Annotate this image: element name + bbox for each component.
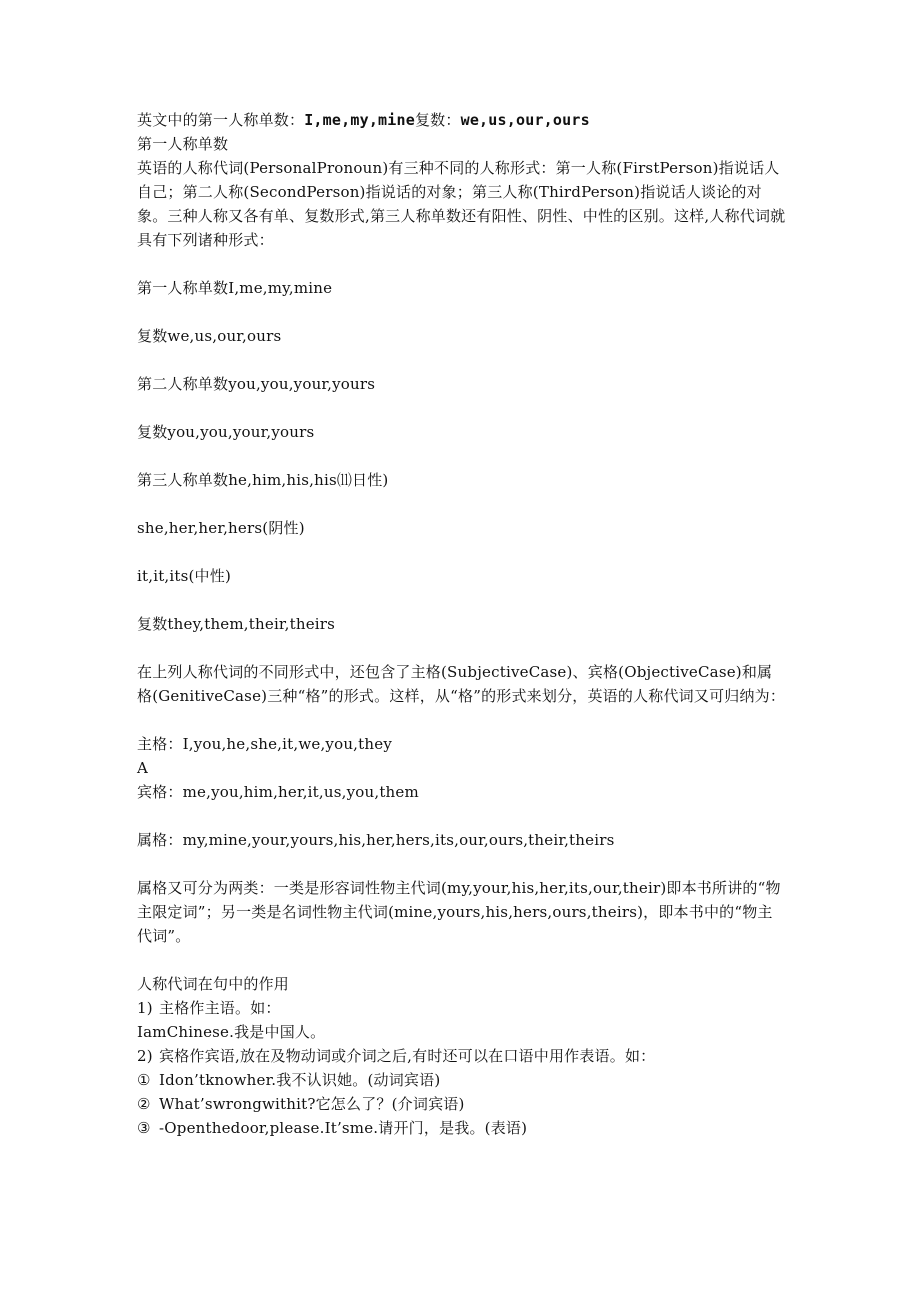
usage-heading: 人称代词在句中的作用: [137, 975, 290, 993]
usage-text: What’swrongwithit?它怎么了？(介词宾语): [159, 1095, 465, 1113]
form-line: 复数you,you,your,yours: [137, 423, 315, 441]
usage-item: [137, 1092, 787, 1116]
title-prefix: 英文中的第一人称单数：: [137, 111, 305, 129]
subtitle: 第一人称单数: [137, 135, 229, 153]
title-plural: we,us,our,ours: [460, 111, 590, 129]
usage-text: 主格作主语。如：: [159, 999, 281, 1017]
title-middle: 复数：: [414, 111, 461, 129]
usage-item: [137, 1068, 787, 1092]
intro-paragraph: 英语的人称代词(PersonalPronoun)有三种不同的人称形式：第一人称(FirstPerson)指说话人自己；第二人称(SecondPerson)指说话的对象；第三人称(ThirdPerson)指说话人谈论的对象。三种人称又各有单、复数形式,第三人称单数还有阳性、阴性、中性的区别。这样,人称代词就具有下列诸种形式：: [137, 159, 786, 249]
spacer: [137, 636, 787, 660]
spacer: [137, 588, 787, 612]
usage-item: [137, 1020, 787, 1044]
usage-text: -Openthedoor,please.It’sme.请开门，是我。(表语): [159, 1119, 528, 1137]
genitive-line: 属格：my,mine,your,yours,his,her,hers,its,our,ours,their,theirs: [137, 831, 615, 849]
spacer: [137, 300, 787, 324]
title-singular: I,me,my,mine: [304, 111, 415, 129]
usage-item: [137, 1044, 787, 1068]
spacer: [137, 948, 787, 972]
form-line: 第三人称单数he,him,his,his⑾日性): [137, 471, 389, 489]
spacer: [137, 852, 787, 876]
spacer: [137, 396, 787, 420]
spacer: [137, 492, 787, 516]
form-line: 第一人称单数I,me,my,mine: [137, 279, 333, 297]
spacer: [137, 804, 787, 828]
spacer: [137, 348, 787, 372]
title-line: [137, 108, 787, 132]
form-line: 第二人称单数you,you,your,yours: [137, 375, 376, 393]
form-line: 复数they,them,their,theirs: [137, 615, 336, 633]
document-body: [137, 108, 787, 1140]
usage-text: 宾格作宾语,放在及物动词或介词之后,有时还可以在口语中用作表语。如：: [159, 1047, 656, 1065]
usage-marker: ③: [137, 1119, 151, 1137]
form-line: it,it,its(中性): [137, 567, 232, 585]
spacer: [137, 444, 787, 468]
form-line: she,her,her,hers(阴性): [137, 519, 305, 537]
spacer: [137, 708, 787, 732]
usage-marker: ①: [137, 1071, 151, 1089]
usage-marker: 1): [137, 999, 153, 1017]
usage-item: [137, 996, 787, 1020]
stray-letter: A: [137, 759, 149, 777]
usage-marker: ②: [137, 1095, 151, 1113]
usage-marker: 2): [137, 1047, 153, 1065]
usage-item: [137, 1116, 787, 1140]
form-line: 复数we,us,our,ours: [137, 327, 282, 345]
case-paragraph: 在上列人称代词的不同形式中，还包含了主格(SubjectiveCase)、宾格(ObjectiveCase)和属格(GenitiveCase)三种“格”的形式。这样，从“格”的形式来划分，英语的人称代词又可归纳为：: [137, 663, 786, 705]
usage-text: IamChinese.我是中国人。: [137, 1023, 326, 1041]
spacer: [137, 252, 787, 276]
genitive-paragraph: 属格又可分为两类：一类是形容词性物主代词(my,your,his,her,its,our,their)即本书所讲的“物主限定词”；另一类是名词性物主代词(mine,yours,his,hers,ours,theirs)，即本书中的“物主代词”。: [137, 879, 781, 945]
nominative-line: 主格：I,you,he,she,it,we,you,they: [137, 735, 392, 753]
spacer: [137, 540, 787, 564]
usage-text: Idon’tknowher.我不认识她。(动词宾语): [159, 1071, 441, 1089]
objective-line: 宾格：me,you,him,her,it,us,you,them: [137, 783, 419, 801]
